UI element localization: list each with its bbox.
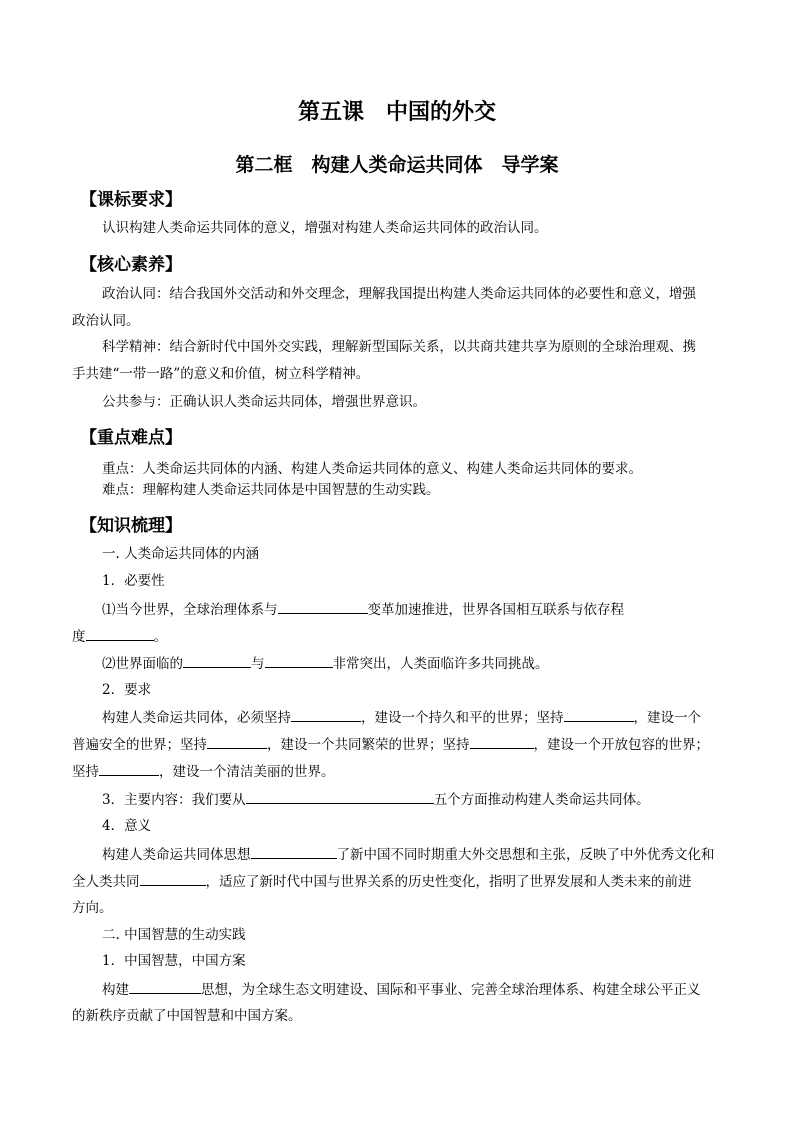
text-span: ，建设一个: [633, 710, 701, 726]
text-span: ，适应了新时代中国与世界关系的历史性变化，指明了世界发展和人类未来的前进: [205, 874, 692, 890]
text-span: ，建设一个清洁美丽的世界。: [159, 764, 335, 780]
fill-blank[interactable]: [564, 708, 634, 722]
text-span: ，建设一个开放包容的世界；: [533, 737, 709, 753]
fill-blank[interactable]: [140, 872, 206, 886]
p1-4a-line: [102, 845, 715, 864]
text-span: 构建人类命运共同体思想: [102, 847, 251, 863]
p2-1b-line: 的新秩序贡献了中国智慧和中国方案。: [72, 1008, 302, 1024]
lesson-subtitle: 第二框 构建人类命运共同体 导学案: [235, 154, 559, 176]
section-heading-kebiao: 【课标要求】: [80, 190, 182, 210]
text-span: 构建: [102, 982, 129, 998]
part2-heading: 二. 中国智慧的生动实践: [102, 927, 246, 943]
kebiao-text: 认识构建人类命运共同体的意义，增强对构建人类命运共同体的政治认同。: [102, 220, 548, 236]
lesson-title: 第五课 中国的外交: [297, 100, 496, 125]
text-span: ⑴当今世界，全球治理体系与: [102, 602, 278, 618]
hexin-kexue-line1: 科学精神：结合新时代中国外交实践，理解新型国际关系，以共商共建共享为原则的全球治理观、携: [102, 339, 696, 355]
p1-1a-line2: [72, 627, 167, 646]
text-span: 非常突出，人类面临许多共同挑战。: [332, 656, 549, 672]
fill-blank[interactable]: [291, 708, 361, 722]
p2-1-heading: 1．中国智慧，中国方案: [102, 953, 246, 969]
zhongdian-text: 重点：人类命运共同体的内涵、构建人类命运共同体的意义、构建人类命运共同体的要求。: [102, 461, 642, 477]
hexin-zhengzhi-line2: 政治认同。: [72, 313, 140, 329]
fill-blank[interactable]: [86, 627, 154, 641]
fill-blank[interactable]: [183, 654, 251, 668]
p1-2b-line: [72, 735, 709, 754]
text-span: 思想，为全球生态文明建设、国际和平事业、完善全球治理体系、构建全球公平正义: [201, 982, 701, 998]
part1-heading: 一. 人类命运共同体的内涵: [102, 546, 260, 562]
p1-1-heading: 1．必要性: [102, 573, 165, 589]
text-span: 五个方面推动构建人类命运共同体。: [433, 792, 650, 808]
text-span: 普遍安全的世界；坚持: [72, 737, 207, 753]
text-span: 3．主要内容：我们要从: [102, 792, 246, 808]
section-heading-zhishi: 【知识梳理】: [80, 516, 182, 536]
text-span: ⑵世界面临的: [102, 656, 183, 672]
text-span: 全人类共同: [72, 874, 140, 890]
text-span: 构建人类命运共同体，必须坚持: [102, 710, 291, 726]
fill-blank[interactable]: [246, 790, 434, 804]
text-span: ，建设一个持久和平的世界；坚持: [361, 710, 564, 726]
fill-blank[interactable]: [278, 600, 368, 614]
p1-2a-line: [102, 708, 701, 727]
p1-4b-line: [72, 872, 692, 891]
p1-3-line: [102, 790, 650, 809]
section-heading-zhongdian: 【重点难点】: [80, 428, 182, 448]
p2-1a-line: [102, 980, 701, 999]
text-span: 与: [251, 656, 265, 672]
text-span: 。: [153, 629, 167, 645]
hexin-kexue-line2: 手共建“一带一路”的意义和价值，树立科学精神。: [72, 366, 370, 382]
fill-blank[interactable]: [470, 735, 534, 749]
hexin-zhengzhi-line1: 政治认同：结合我国外交活动和外交理念，理解我国提出构建人类命运共同体的必要性和意义，增强: [102, 286, 696, 302]
p1-4c-line: 方向。: [72, 900, 113, 916]
p1-2c-line: [72, 762, 335, 781]
fill-blank[interactable]: [207, 735, 267, 749]
p1-4-heading: 4．意义: [102, 818, 152, 834]
fill-blank[interactable]: [99, 762, 159, 776]
fill-blank[interactable]: [251, 845, 337, 859]
p1-1b-line: [102, 654, 549, 673]
section-heading-hexin: 【核心素养】: [80, 255, 182, 275]
fill-blank[interactable]: [265, 654, 333, 668]
text-span: 坚持: [72, 764, 99, 780]
text-span: ，建设一个共同繁荣的世界；坚持: [267, 737, 470, 753]
p1-1a-line1: [102, 600, 624, 619]
text-span: 变革加速推进，世界各国相互联系与依存程: [367, 602, 624, 618]
text-span: 了新中国不同时期重大外交思想和主张，反映了中外优秀文化和: [336, 847, 715, 863]
hexin-gonggong: 公共参与：正确认识人类命运共同体，增强世界意识。: [102, 394, 426, 410]
text-span: 度: [72, 629, 86, 645]
nandian-text: 难点：理解构建人类命运共同体是中国智慧的生动实践。: [102, 482, 440, 498]
p1-2-heading: 2．要求: [102, 682, 152, 698]
fill-blank[interactable]: [129, 980, 201, 994]
